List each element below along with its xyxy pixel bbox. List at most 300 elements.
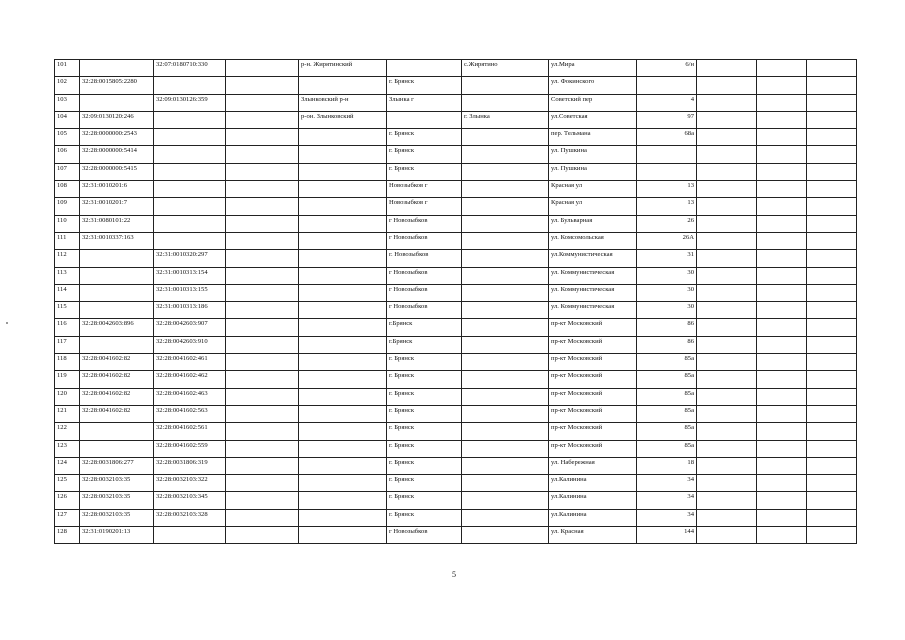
row-number-cell: 120 (55, 388, 80, 405)
settlement-cell (462, 388, 549, 405)
extra-cell (226, 129, 299, 146)
table-row (55, 181, 857, 198)
house-cell: 26А (637, 232, 697, 249)
city-cell: г Новозыбков (387, 302, 462, 319)
table-row (55, 94, 857, 111)
page-number: 5 (452, 570, 456, 579)
empty-cell (807, 146, 857, 163)
row-number-cell: 111 (55, 232, 80, 249)
extra-cell (226, 302, 299, 319)
empty-cell (697, 319, 757, 336)
district-cell: Злынковский р-н (299, 94, 387, 111)
cadastral-number-cell: 32:31:0010337:163 (80, 232, 154, 249)
empty-cell (757, 181, 807, 198)
extra-cell (226, 492, 299, 509)
district-cell (299, 181, 387, 198)
street-cell: ул. Комсомольская (549, 232, 637, 249)
object-cadastral-cell: 32:28:0032103:322 (154, 475, 226, 492)
district-cell (299, 302, 387, 319)
object-cadastral-cell (154, 181, 226, 198)
cadastral-number-cell: 32:28:0041602:82 (80, 354, 154, 371)
district-cell (299, 440, 387, 457)
object-cadastral-cell: 32:31:0010313:155 (154, 284, 226, 301)
row-number-cell: 109 (55, 198, 80, 215)
empty-cell (757, 215, 807, 232)
extra-cell (226, 354, 299, 371)
empty-cell (697, 405, 757, 422)
cadastral-number-cell: 32:28:0031806:277 (80, 457, 154, 474)
extra-cell (226, 388, 299, 405)
cadastral-number-cell (80, 267, 154, 284)
empty-cell (697, 111, 757, 128)
empty-cell (807, 354, 857, 371)
empty-cell (807, 336, 857, 353)
street-cell: пр-кт Московский (549, 440, 637, 457)
extra-cell (226, 440, 299, 457)
street-cell: ул. Коммунистическая (549, 284, 637, 301)
district-cell (299, 405, 387, 422)
empty-cell (807, 94, 857, 111)
table-row (55, 129, 857, 146)
extra-cell (226, 423, 299, 440)
district-cell (299, 457, 387, 474)
cadastral-number-cell (80, 423, 154, 440)
settlement-cell (462, 405, 549, 422)
city-cell: г. Брянск (387, 371, 462, 388)
city-cell: г. Брянск (387, 405, 462, 422)
empty-cell (807, 181, 857, 198)
object-cadastral-cell: 32:09:0130126:359 (154, 94, 226, 111)
empty-cell (807, 457, 857, 474)
empty-cell (697, 198, 757, 215)
table-row (55, 457, 857, 474)
row-number-cell: 119 (55, 371, 80, 388)
settlement-cell (462, 336, 549, 353)
empty-cell (697, 267, 757, 284)
street-cell: пр-кт Московский (549, 336, 637, 353)
city-cell: г. Брянск (387, 492, 462, 509)
city-cell: г Новозыбков (387, 284, 462, 301)
empty-cell (757, 302, 807, 319)
extra-cell (226, 267, 299, 284)
empty-cell (697, 250, 757, 267)
empty-cell (807, 111, 857, 128)
street-cell: ул. Бульварная (549, 215, 637, 232)
street-cell: Красная ул (549, 181, 637, 198)
empty-cell (757, 371, 807, 388)
cadastral-number-cell: 32:28:0000000:5415 (80, 163, 154, 180)
table-row (55, 354, 857, 371)
extra-cell (226, 111, 299, 128)
extra-cell (226, 198, 299, 215)
settlement-cell (462, 250, 549, 267)
table-row (55, 371, 857, 388)
table-row (55, 492, 857, 509)
street-cell: пр-кт Московский (549, 354, 637, 371)
empty-cell (697, 181, 757, 198)
row-number-cell: 104 (55, 111, 80, 128)
city-cell: г Новозыбков (387, 527, 462, 544)
district-cell (299, 284, 387, 301)
row-number-cell: 105 (55, 129, 80, 146)
object-cadastral-cell: 32:28:0041602:463 (154, 388, 226, 405)
district-cell (299, 354, 387, 371)
empty-cell (757, 354, 807, 371)
city-cell: Новозыбков г (387, 198, 462, 215)
table-body (55, 60, 857, 544)
table-row (55, 215, 857, 232)
cadastral-number-cell (80, 440, 154, 457)
extra-cell (226, 527, 299, 544)
empty-cell (697, 232, 757, 249)
table-row (55, 284, 857, 301)
city-cell: г. Новозыбков (387, 250, 462, 267)
empty-cell (807, 475, 857, 492)
empty-cell (757, 336, 807, 353)
house-cell: 85а (637, 388, 697, 405)
empty-cell (757, 77, 807, 94)
city-cell: Новозыбков г (387, 181, 462, 198)
street-cell: ул. Набережная (549, 457, 637, 474)
empty-cell (757, 267, 807, 284)
extra-cell (226, 146, 299, 163)
row-number-cell: 106 (55, 146, 80, 163)
cadastral-number-cell: 32:28:0041602:82 (80, 405, 154, 422)
empty-cell (757, 232, 807, 249)
empty-cell (757, 163, 807, 180)
empty-cell (697, 163, 757, 180)
cadastral-number-cell: 32:31:0190201:13 (80, 527, 154, 544)
district-cell: р-н. Жирятинский (299, 60, 387, 77)
cadastral-number-cell (80, 60, 154, 77)
house-cell: 6/н (637, 60, 697, 77)
house-cell: 4 (637, 94, 697, 111)
street-cell: ул.Коммунистическая (549, 250, 637, 267)
cadastral-number-cell: 32:09:0130120:246 (80, 111, 154, 128)
settlement-cell (462, 163, 549, 180)
street-cell: ул.Калинина (549, 475, 637, 492)
street-cell: ул. Красная (549, 527, 637, 544)
district-cell (299, 163, 387, 180)
extra-cell (226, 509, 299, 526)
street-cell: ул.Калинина (549, 509, 637, 526)
empty-cell (757, 146, 807, 163)
empty-cell (697, 129, 757, 146)
empty-cell (697, 94, 757, 111)
table-row (55, 232, 857, 249)
empty-cell (697, 457, 757, 474)
cadastral-number-cell: 32:31:0080101:22 (80, 215, 154, 232)
district-cell (299, 146, 387, 163)
table-row (55, 475, 857, 492)
cadastral-number-cell: 32:28:0042603:896 (80, 319, 154, 336)
object-cadastral-cell (154, 146, 226, 163)
empty-cell (807, 250, 857, 267)
house-cell: 144 (637, 527, 697, 544)
table-row (55, 319, 857, 336)
table-row (55, 405, 857, 422)
object-cadastral-cell (154, 163, 226, 180)
empty-cell (757, 129, 807, 146)
extra-cell (226, 215, 299, 232)
cadastral-number-cell: 32:28:0041602:82 (80, 371, 154, 388)
object-cadastral-cell: 32:28:0041602:559 (154, 440, 226, 457)
cadastral-number-cell (80, 94, 154, 111)
settlement-cell (462, 509, 549, 526)
district-cell (299, 129, 387, 146)
table-row (55, 388, 857, 405)
row-number-cell: 117 (55, 336, 80, 353)
object-cadastral-cell: 32:31:0010313:186 (154, 302, 226, 319)
empty-cell (757, 475, 807, 492)
house-cell (637, 146, 697, 163)
empty-cell (807, 492, 857, 509)
empty-cell (807, 129, 857, 146)
settlement-cell (462, 215, 549, 232)
object-cadastral-cell: 32:28:0041602:461 (154, 354, 226, 371)
house-cell: 13 (637, 181, 697, 198)
row-number-cell: 113 (55, 267, 80, 284)
district-cell (299, 77, 387, 94)
empty-cell (757, 440, 807, 457)
empty-cell (757, 319, 807, 336)
street-cell: ул. Пушкина (549, 163, 637, 180)
district-cell (299, 250, 387, 267)
object-cadastral-cell (154, 77, 226, 94)
city-cell: г. Брянск (387, 163, 462, 180)
street-cell: ул.Калинина (549, 492, 637, 509)
empty-cell (807, 371, 857, 388)
empty-cell (807, 527, 857, 544)
district-cell: р-он. Злынковский (299, 111, 387, 128)
empty-cell (697, 509, 757, 526)
empty-cell (697, 371, 757, 388)
empty-cell (807, 388, 857, 405)
empty-cell (757, 527, 807, 544)
object-cadastral-cell (154, 215, 226, 232)
city-cell (387, 60, 462, 77)
settlement-cell (462, 527, 549, 544)
empty-cell (697, 388, 757, 405)
district-cell (299, 388, 387, 405)
extra-cell (226, 475, 299, 492)
row-number-cell: 102 (55, 77, 80, 94)
street-cell: Советский пер (549, 94, 637, 111)
cadastral-number-cell (80, 302, 154, 319)
house-cell (637, 77, 697, 94)
row-number-cell: 101 (55, 60, 80, 77)
extra-cell (226, 163, 299, 180)
object-cadastral-cell (154, 232, 226, 249)
empty-cell (697, 336, 757, 353)
street-cell: пр-кт Московский (549, 388, 637, 405)
object-cadastral-cell (154, 129, 226, 146)
street-cell: ул. Коммунистическая (549, 267, 637, 284)
property-table (54, 59, 857, 544)
empty-cell (697, 146, 757, 163)
settlement-cell (462, 267, 549, 284)
empty-cell (807, 232, 857, 249)
district-cell (299, 319, 387, 336)
house-cell: 85а (637, 440, 697, 457)
city-cell: г. Брянск (387, 354, 462, 371)
row-number-cell: 118 (55, 354, 80, 371)
settlement-cell (462, 440, 549, 457)
district-cell (299, 527, 387, 544)
empty-cell (757, 457, 807, 474)
empty-cell (757, 423, 807, 440)
settlement-cell (462, 354, 549, 371)
table-row (55, 198, 857, 215)
object-cadastral-cell: 32:28:0041602:563 (154, 405, 226, 422)
row-number-cell: 122 (55, 423, 80, 440)
empty-cell (757, 388, 807, 405)
row-number-cell: 123 (55, 440, 80, 457)
settlement-cell (462, 146, 549, 163)
settlement-cell: с.Жирятино (462, 60, 549, 77)
extra-cell (226, 457, 299, 474)
object-cadastral-cell: 32:28:0041602:462 (154, 371, 226, 388)
house-cell: 86 (637, 319, 697, 336)
empty-cell (757, 284, 807, 301)
extra-cell (226, 284, 299, 301)
object-cadastral-cell: 32:28:0031806:319 (154, 457, 226, 474)
extra-cell (226, 319, 299, 336)
house-cell (637, 163, 697, 180)
street-cell: ул.Советская (549, 111, 637, 128)
cadastral-number-cell: 32:28:0015805:2280 (80, 77, 154, 94)
empty-cell (807, 60, 857, 77)
district-cell (299, 232, 387, 249)
table-row (55, 146, 857, 163)
city-cell: г.Брянск (387, 336, 462, 353)
street-cell: ул.Мира (549, 60, 637, 77)
row-number-cell: 124 (55, 457, 80, 474)
house-cell: 26 (637, 215, 697, 232)
settlement-cell (462, 302, 549, 319)
street-cell: пер. Тельмана (549, 129, 637, 146)
house-cell: 13 (637, 198, 697, 215)
empty-cell (807, 319, 857, 336)
row-number-cell: 116 (55, 319, 80, 336)
empty-cell (807, 267, 857, 284)
row-number-cell: 126 (55, 492, 80, 509)
cadastral-number-cell (80, 336, 154, 353)
settlement-cell (462, 475, 549, 492)
empty-cell (807, 302, 857, 319)
city-cell: г. Брянск (387, 440, 462, 457)
district-cell (299, 267, 387, 284)
table-row (55, 509, 857, 526)
empty-cell (757, 60, 807, 77)
object-cadastral-cell (154, 527, 226, 544)
house-cell: 30 (637, 267, 697, 284)
row-number-cell: 110 (55, 215, 80, 232)
empty-cell (697, 492, 757, 509)
cadastral-number-cell: 32:28:0000000:2543 (80, 129, 154, 146)
settlement-cell: г. Злынка (462, 111, 549, 128)
empty-cell (697, 77, 757, 94)
street-cell: пр-кт Московский (549, 319, 637, 336)
table-row (55, 440, 857, 457)
empty-cell (757, 405, 807, 422)
cadastral-number-cell: 32:31:0010201:6 (80, 181, 154, 198)
settlement-cell (462, 371, 549, 388)
row-number-cell: 103 (55, 94, 80, 111)
cadastral-number-cell: 32:28:0032103:35 (80, 509, 154, 526)
table-row (55, 60, 857, 77)
settlement-cell (462, 423, 549, 440)
empty-cell (807, 284, 857, 301)
settlement-cell (462, 457, 549, 474)
empty-cell (757, 250, 807, 267)
empty-cell (697, 284, 757, 301)
house-cell: 85а (637, 405, 697, 422)
district-cell (299, 492, 387, 509)
empty-cell (757, 492, 807, 509)
table-row (55, 423, 857, 440)
district-cell (299, 509, 387, 526)
street-cell: пр-кт Московский (549, 405, 637, 422)
row-number-cell: 108 (55, 181, 80, 198)
empty-cell (697, 354, 757, 371)
empty-cell (807, 198, 857, 215)
table-row (55, 77, 857, 94)
extra-cell (226, 94, 299, 111)
extra-cell (226, 371, 299, 388)
table-row (55, 111, 857, 128)
extra-cell (226, 336, 299, 353)
street-cell: ул. Фокинского (549, 77, 637, 94)
house-cell: 31 (637, 250, 697, 267)
empty-cell (807, 423, 857, 440)
object-cadastral-cell: 32:28:0042603:910 (154, 336, 226, 353)
extra-cell (226, 77, 299, 94)
extra-cell (226, 405, 299, 422)
margin-mark (6, 322, 8, 324)
cadastral-number-cell: 32:28:0000000:5414 (80, 146, 154, 163)
settlement-cell (462, 198, 549, 215)
object-cadastral-cell (154, 198, 226, 215)
extra-cell (226, 250, 299, 267)
city-cell: г Новозыбков (387, 215, 462, 232)
city-cell: г. Брянск (387, 509, 462, 526)
house-cell: 34 (637, 509, 697, 526)
house-cell: 85а (637, 423, 697, 440)
empty-cell (697, 527, 757, 544)
district-cell (299, 215, 387, 232)
street-cell: ул. Коммунистическая (549, 302, 637, 319)
row-number-cell: 127 (55, 509, 80, 526)
object-cadastral-cell: 32:28:0032103:328 (154, 509, 226, 526)
empty-cell (757, 198, 807, 215)
house-cell: 68а (637, 129, 697, 146)
cadastral-number-cell: 32:28:0041602:82 (80, 388, 154, 405)
cadastral-number-cell: 32:31:0010201:7 (80, 198, 154, 215)
city-cell: г. Брянск (387, 388, 462, 405)
empty-cell (697, 215, 757, 232)
empty-cell (697, 423, 757, 440)
street-cell: пр-кт Московский (549, 423, 637, 440)
cadastral-number-cell (80, 250, 154, 267)
cadastral-number-cell: 32:28:0032103:35 (80, 492, 154, 509)
empty-cell (807, 405, 857, 422)
row-number-cell: 112 (55, 250, 80, 267)
row-number-cell: 121 (55, 405, 80, 422)
object-cadastral-cell: 32:31:0010313:154 (154, 267, 226, 284)
settlement-cell (462, 284, 549, 301)
object-cadastral-cell: 32:28:0042603:907 (154, 319, 226, 336)
